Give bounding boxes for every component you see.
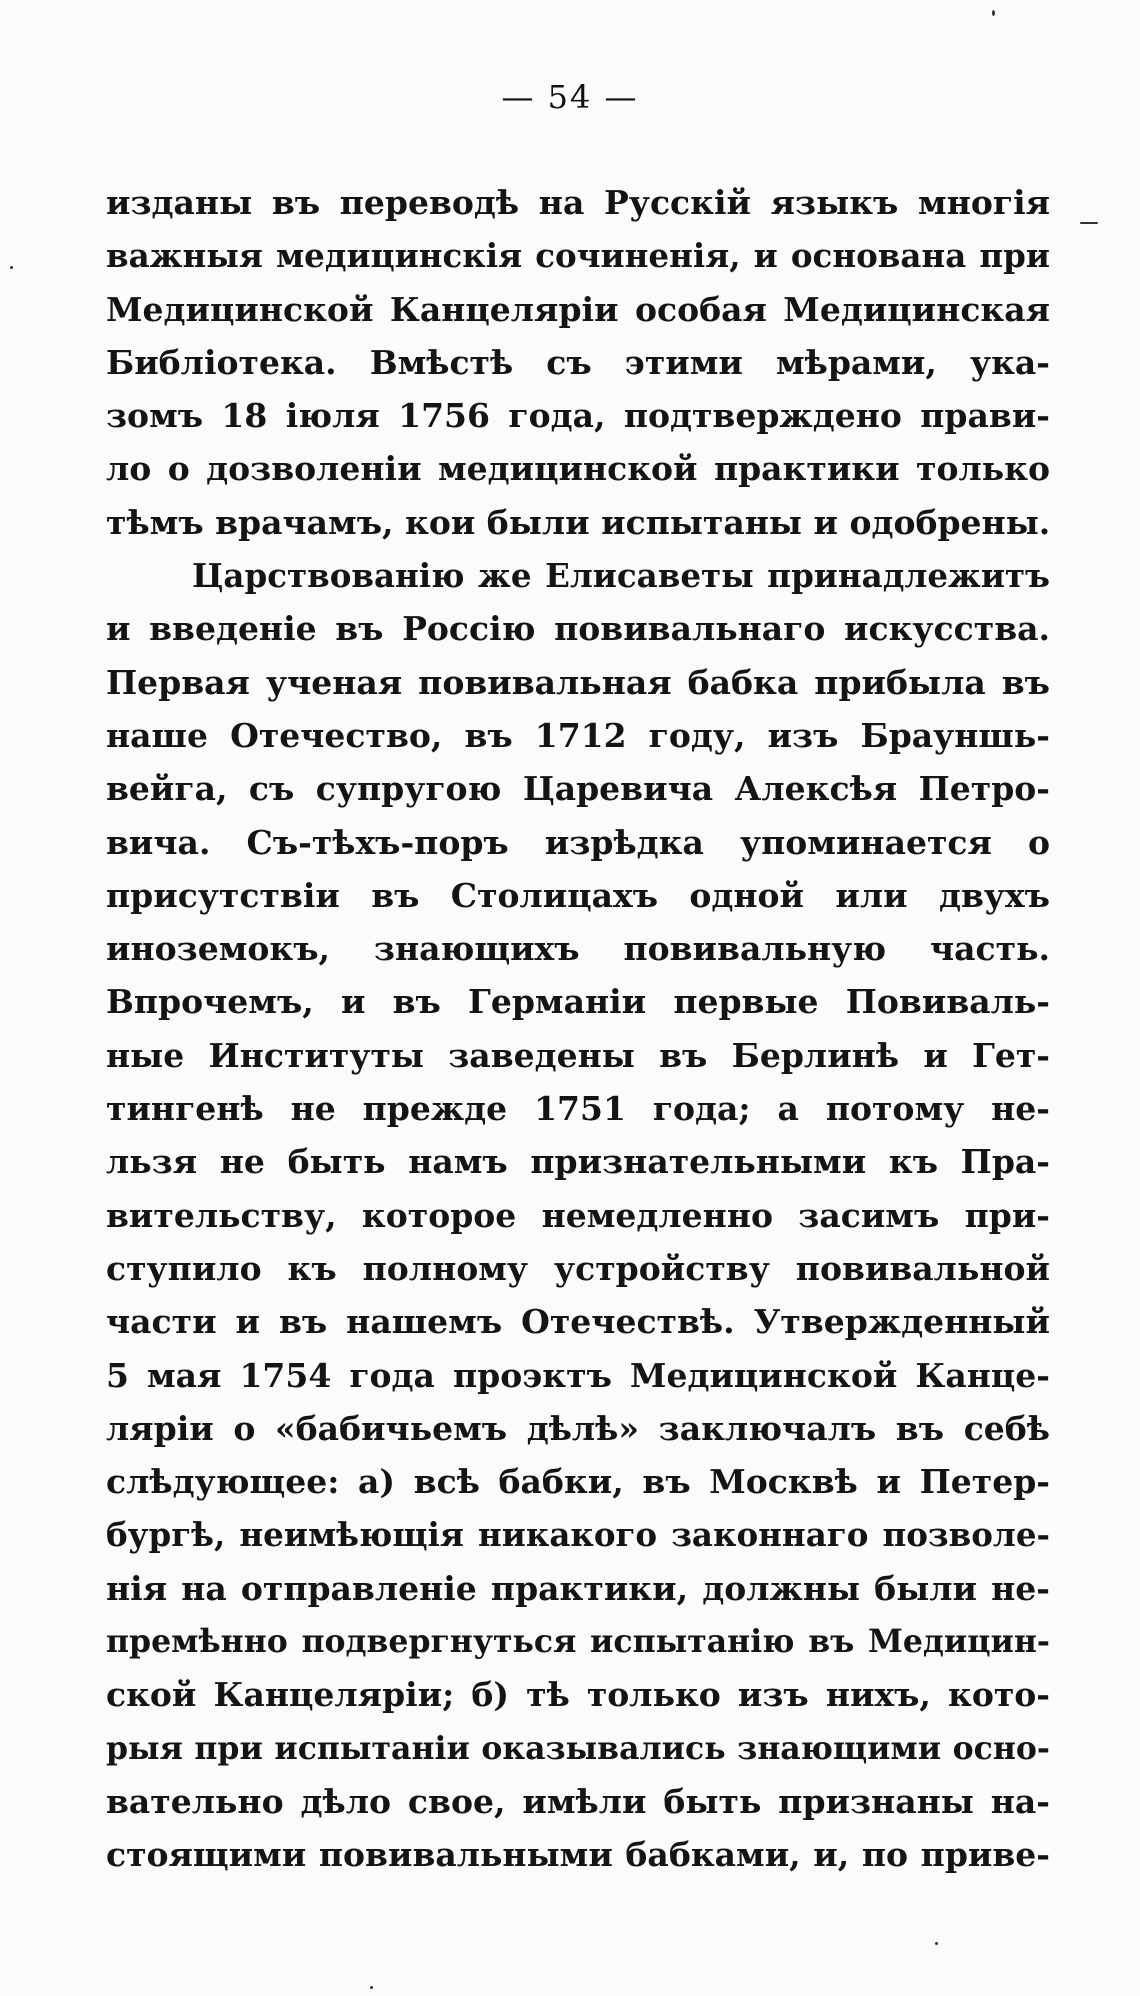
text-line: тѣмъ врачамъ, кои были испытаны и одобрены. [106, 502, 1051, 542]
text-line: и введеніе въ Россію повивальнаго искусства. [106, 609, 1050, 649]
text-line: изданы въ переводѣ на Русскій языкъ многія [106, 183, 1050, 222]
text-line: части и въ нашемъ Отечествѣ. Утвержденный [106, 1302, 1050, 1342]
text-line: Первая ученая повивальная бабка прибыла въ [106, 662, 1050, 702]
text-line: Медицинской Канцеляріи особая Медицинская [106, 289, 1050, 329]
text-line: ляріи о «бабичьемъ дѣлѣ» заключалъ въ себѣ [106, 1408, 1050, 1448]
text-line: вательно дѣло свое, имѣли быть признаны на- [106, 1781, 1050, 1821]
text-line: важныя медицинскія сочиненія, и основана при [106, 236, 1050, 276]
text-line: 5 мая 1754 года проэктъ Медицинской Канце- [106, 1355, 1050, 1395]
text-line: присутствіи въ Столицахъ одной или двухъ [106, 875, 1050, 915]
scan-speck [992, 10, 995, 16]
text-line: нія на отправленіе практики, должны были не- [106, 1568, 1050, 1608]
text-line: бургѣ, неимѣющія никакого законнаго позволе- [106, 1515, 1050, 1555]
text-line: иноземокъ, знающихъ повивальную часть. [106, 929, 1050, 969]
text-line: ло о дозволеніи медицинской практики только [106, 449, 1050, 489]
text-line: вейга, съ супругою Царевича Алексѣя Петро- [106, 769, 1050, 809]
text-line: ской Канцеляріи; б) тѣ только изъ нихъ, кото- [106, 1675, 1050, 1715]
text-line: слѣдующее: а) всѣ бабки, въ Москвѣ и Петер- [106, 1462, 1050, 1502]
scan-speck [370, 1986, 373, 1989]
text-line: стоящими повивальными бабками, и, по приве- [106, 1835, 1050, 1875]
body-text [106, 176, 1050, 1882]
text-line: вича. Съ-тѣхъ-поръ изрѣдка упоминается о [106, 822, 1050, 862]
text-line: тингенѣ не прежде 1751 года; а потому не- [106, 1089, 1050, 1129]
scan-speck [1080, 222, 1098, 224]
page-number: — 54 — [501, 78, 639, 116]
text-line: вительству, которое немедленно засимъ при- [106, 1195, 1050, 1235]
text-line: наше Отечество, въ 1712 году, изъ Брауншь- [106, 715, 1050, 755]
text-line: ступило къ полному устройству повивальной [106, 1248, 1050, 1288]
text-line: Царствованію же Елисаветы принадлежитъ [192, 556, 1050, 596]
text-line: Впрочемъ, и въ Германіи первые Повиваль- [106, 982, 1050, 1022]
scan-speck [935, 1942, 938, 1945]
text-line: рыя при испытаніи оказывались знающими осно- [106, 1729, 1050, 1767]
text-line: ные Институты заведены въ Берлинѣ и Гет- [106, 1035, 1050, 1075]
text-line: Библіотека. Вмѣстѣ съ этими мѣрами, ука- [106, 342, 1050, 382]
scan-speck [10, 266, 13, 269]
text-line: льзя не быть намъ признательными къ Пра- [106, 1142, 1050, 1182]
text-line: премѣнно подвергнуться испытанію въ Медицин- [106, 1623, 1050, 1661]
text-line: зомъ 18 іюля 1756 года, подтверждено прави- [106, 396, 1050, 436]
